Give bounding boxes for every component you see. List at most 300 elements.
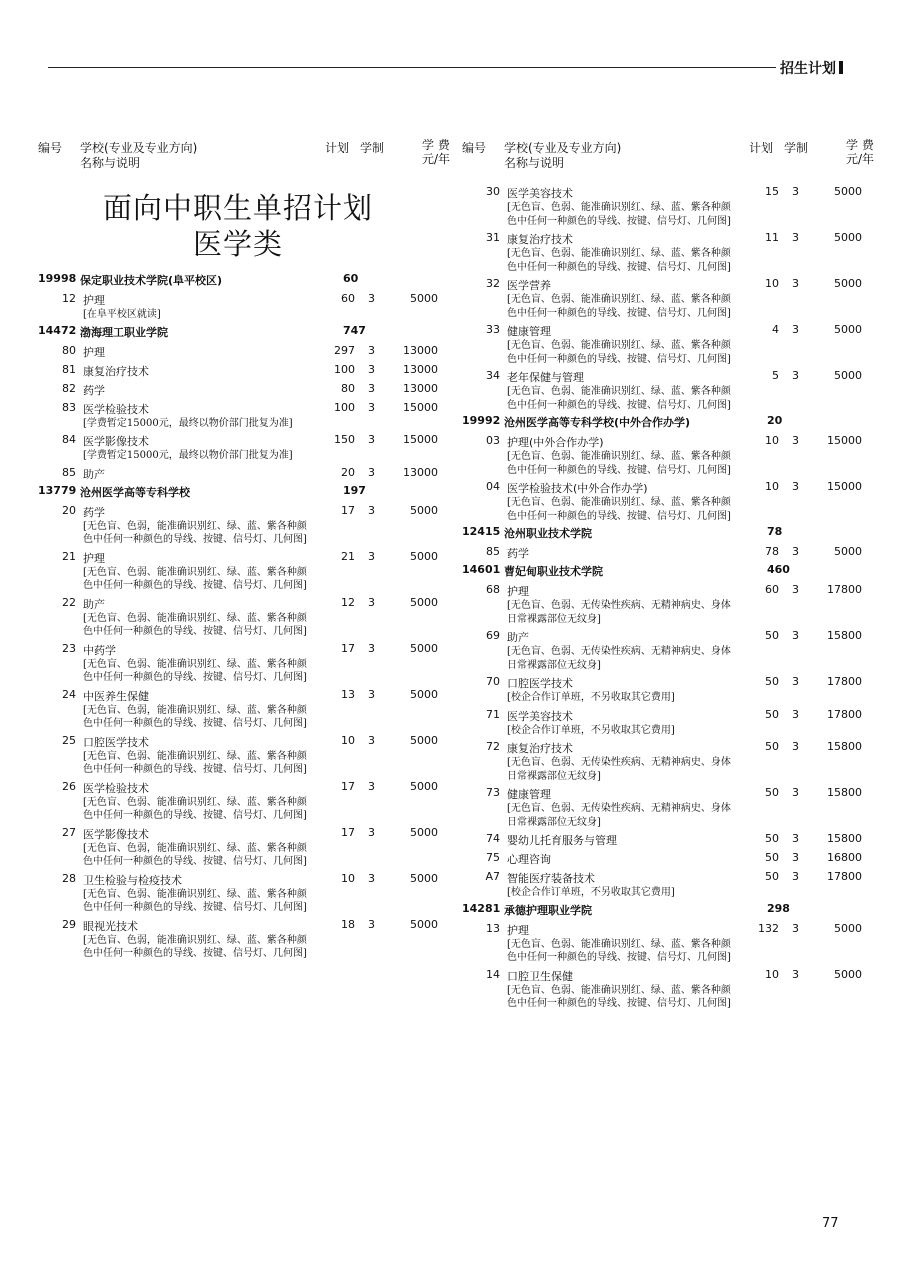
major-note: [无色盲、色弱、无传染性疾病、无精神病史、身体日常裸露部位无纹身] [507,803,731,828]
major-row [462,431,862,477]
major-name: 护理 [83,345,105,359]
major-years: 3 [368,871,375,885]
major-fee: 17800 [827,707,862,721]
major-code: 33 [486,323,500,336]
school-name: 沧州医学高等专科学校 [80,485,190,499]
major-name: 中医养生保健 [83,689,149,703]
col-label-plan: 计划 [325,141,350,155]
major-code: 23 [62,641,76,655]
major-name: 眼视光技术 [83,919,138,933]
school-name: 曹妃甸职业技术学院 [504,565,603,578]
major-fee: 5000 [834,323,862,336]
major-row [462,366,862,412]
major-name: 护理 [507,923,529,937]
major-fee: 15800 [827,832,862,845]
major-plan: 60 [341,292,355,305]
school-row [38,322,438,341]
major-plan: 10 [765,434,779,447]
major-name: 药学 [83,505,105,519]
major-row [38,869,438,915]
major-years: 3 [792,832,799,845]
major-row [38,639,438,685]
major-years: 3 [792,323,799,336]
major-years: 3 [792,185,799,198]
major-name: 护理 [83,294,105,307]
major-plan: 50 [765,851,779,864]
major-fee: 5000 [834,921,862,935]
major-fee: 5000 [410,595,438,609]
running-header [780,58,843,78]
major-note: [无色盲、色弱、能准确识别红、绿、蓝、紫各种颜色中任何一种颜色的导线、按键、信号灯、几何图] [83,658,307,683]
school-code: 13779 [38,483,77,497]
major-years: 3 [792,480,799,493]
major-years: 3 [368,400,375,414]
major-code: 75 [486,851,500,864]
major-years: 3 [368,595,375,609]
major-fee: 5000 [834,185,862,198]
header-title-text: 招生计划 [780,61,836,77]
major-code: 04 [486,480,500,493]
major-years: 3 [368,917,375,931]
major-name: 健康管理 [507,788,551,801]
major-note: [校企合作订单班，不另收取其它费用] [507,887,675,898]
major-code: 31 [486,231,500,244]
major-fee: 15800 [827,740,862,753]
major-plan: 50 [765,707,779,721]
school-code: 14472 [38,323,77,337]
major-code: 73 [486,786,500,799]
major-fee: 5000 [410,825,438,839]
major-row [38,777,438,823]
major-years: 3 [792,851,799,864]
major-name: 中药学 [83,643,116,657]
major-note: [无色盲、色弱、能准确识别红、绿、蓝、紫各种颜色中任何一种颜色的导线、按键、信号灯、几何图] [507,202,731,227]
major-note: [学费暂定15000元，最终以物价部门批复为准] [83,417,293,429]
major-name: 卫生检验与检疫技术 [83,873,182,887]
major-code: 14 [486,967,500,981]
major-plan: 50 [765,870,779,883]
major-row [462,626,862,672]
major-years: 3 [792,545,799,558]
major-code: 28 [62,871,76,885]
major-name: 助产 [83,467,105,481]
major-fee: 13000 [403,465,438,479]
col-label-num: 编号 [38,141,63,155]
major-name: 婴幼儿托育服务与管理 [507,834,617,847]
major-plan: 150 [334,433,355,446]
major-row [462,542,862,561]
major-row [462,320,862,366]
major-fee: 5000 [410,687,438,701]
major-plan: 132 [758,921,779,935]
col-label-sub: 名称与说明 [80,156,141,170]
major-code: 03 [486,434,500,447]
major-row [462,580,862,626]
major-years: 3 [792,967,799,981]
col-label-fee-1: 学 费 [422,138,450,152]
major-row [462,274,862,320]
major-name: 护理 [507,585,529,598]
major-plan: 15 [765,185,779,198]
col-label-fee [402,138,451,166]
school-name: 渤海理工职业学院 [80,325,168,339]
major-note: [无色盲、色弱，能准确识别红、绿、蓝、紫各种颜色中任何一种颜色的导线、按键、信号灯、几何图] [83,704,307,729]
major-years: 3 [792,707,799,721]
major-plan: 4 [772,323,779,336]
major-fee: 15000 [827,480,862,493]
major-note: [无色盲、色弱，能准确识别红、绿、蓝、紫各种颜色中任何一种颜色的导线、按键、信号灯、几何图] [83,842,307,867]
major-note: [在阜平校区就读] [83,309,161,320]
major-plan: 80 [341,381,355,395]
major-row [462,783,862,829]
major-row [462,477,862,523]
major-plan: 17 [341,503,355,517]
major-code: 68 [486,583,500,596]
school-plan: 197 [343,483,366,497]
major-plan: 10 [765,480,779,493]
major-fee: 5000 [410,641,438,655]
major-name: 医学检验技术 [83,781,149,795]
col-label-years: 学制 [784,141,809,155]
major-name: 康复治疗技术 [507,742,573,755]
major-code: 24 [62,687,76,701]
major-row [38,731,438,777]
major-plan: 50 [765,675,779,688]
major-fee: 5000 [834,967,862,981]
major-years: 3 [368,343,375,357]
header-bar-mark [839,61,843,74]
major-name: 口腔医学技术 [507,677,573,690]
major-name: 药学 [83,383,105,397]
school-row [462,523,862,542]
major-row [462,672,862,705]
major-row [38,341,438,360]
major-code: 83 [62,400,76,414]
major-note: [无色盲、色弱、能准确识别红、绿、蓝、紫各种颜色中任何一种颜色的导线、按键、信号灯、几何图] [507,248,731,273]
major-row [38,379,438,398]
major-years: 3 [368,381,375,395]
right-entry-list [462,182,862,1011]
major-years: 3 [792,629,799,642]
major-code: 85 [486,545,500,558]
major-name: 口腔医学技术 [83,735,149,749]
school-name: 沧州职业技术学院 [504,527,592,540]
major-row [38,430,438,463]
school-row [462,561,862,580]
major-years: 3 [792,369,799,382]
school-plan: 460 [767,563,790,576]
major-years: 3 [368,433,375,446]
major-code: 29 [62,917,76,931]
major-name: 护理 [83,551,105,565]
major-code: 84 [62,433,76,446]
school-row [38,270,438,289]
major-fee: 5000 [834,545,862,558]
major-fee: 5000 [410,549,438,563]
column-header [462,138,875,182]
col-label-sub: 名称与说明 [504,156,565,170]
major-code: 32 [486,277,500,290]
major-row [38,501,438,547]
major-plan: 13 [341,687,355,701]
major-name: 护理(中外合作办学) [507,436,604,449]
major-code: 34 [486,369,500,382]
major-code: 25 [62,733,76,747]
major-years: 3 [368,549,375,563]
major-plan: 5 [772,369,779,382]
major-fee: 17800 [827,675,862,688]
major-years: 3 [368,465,375,479]
major-note: [无色盲、色弱、无传染性疾病、无精神病史、身体日常裸露部位无纹身] [507,646,731,671]
major-name: 医学检验技术 [83,402,149,416]
major-code: 30 [486,185,500,198]
major-code: 22 [62,595,76,609]
major-fee: 5000 [410,292,438,305]
major-note: [无色盲、色弱、无传染性疾病、无精神病史、身体日常裸露部位无纹身] [507,757,731,782]
major-row [38,547,438,593]
major-row [38,915,438,961]
major-row [462,919,862,965]
school-plan: 298 [767,901,790,915]
major-note: [无色盲、色弱、能准确识别红、绿、蓝、紫各种颜色中任何一种颜色的导线、按键、信号灯、几何图] [83,750,307,775]
major-fee: 15000 [827,434,862,447]
col-label-num: 编号 [462,141,487,155]
major-row [462,965,862,1011]
major-plan: 78 [765,545,779,558]
major-fee: 5000 [410,503,438,517]
col-label-fee [826,138,875,166]
school-row [38,482,438,501]
left-column [38,138,451,961]
major-name: 康复治疗技术 [83,364,149,378]
major-plan: 50 [765,786,779,799]
school-code: 19992 [462,414,501,427]
major-row [462,867,862,900]
major-code: 82 [62,381,76,395]
major-years: 3 [368,503,375,517]
major-name: 健康管理 [507,325,551,338]
school-plan: 747 [343,323,366,337]
major-note: [校企合作订单班，不另收取其它费用] [507,692,675,703]
major-fee: 16800 [827,851,862,864]
major-note: [无色盲、色弱、能准确识别红、绿、蓝、紫各种颜色中任何一种颜色的导线、按键、信号灯、几何图] [83,612,307,637]
major-fee: 15800 [827,786,862,799]
major-row [38,360,438,379]
major-note: [无色盲、色弱、能准确识别红、绿、蓝、紫各种颜色中任何一种颜色的导线、按键、信号灯、几何图] [83,888,307,913]
major-note: [无色盲、色弱、能准确识别红、绿、蓝、紫各种颜色中任何一种颜色的导线、按键、信号灯、几何图] [507,497,731,522]
major-note: [无色盲、色弱，能准确识别红、绿、蓝、紫各种颜色中任何一种颜色的导线、按键、信号灯、几何图] [83,934,307,959]
major-plan: 100 [334,362,355,376]
major-plan: 10 [765,967,779,981]
major-fee: 5000 [834,277,862,290]
major-years: 3 [368,292,375,305]
major-note: [校企合作订单班，不另收取其它费用] [507,724,675,736]
school-name: 沧州医学高等专科学校(中外合作办学) [504,416,691,429]
column-header [38,138,451,182]
major-plan: 60 [765,583,779,596]
major-row [462,848,862,867]
major-code: 80 [62,343,76,357]
major-code: 71 [486,707,500,721]
school-name: 承德护理职业学院 [504,903,592,917]
major-plan: 12 [341,595,355,609]
major-row [38,823,438,869]
major-row [462,228,862,274]
major-row [462,182,862,228]
major-plan: 100 [334,400,355,414]
major-fee: 5000 [834,231,862,244]
col-label-years: 学制 [360,141,385,155]
major-fee: 5000 [410,871,438,885]
major-fee: 5000 [410,917,438,931]
school-code: 19998 [38,272,77,285]
school-plan: 20 [767,414,783,427]
major-name: 医学影像技术 [83,827,149,841]
col-label-school: 学校(专业及专业方向) [504,141,622,155]
major-row [38,685,438,731]
col-label-fee-2: 元/年 [422,152,451,166]
major-years: 3 [792,583,799,596]
school-name: 保定职业技术学院(阜平校区) [80,274,223,287]
major-fee: 5000 [410,733,438,747]
major-note: [无色盲、色弱、能准确识别红、绿、蓝、紫各种颜色中任何一种颜色的导线、按键、信号灯、几何图] [507,386,731,411]
major-plan: 10 [341,871,355,885]
major-fee: 15000 [403,400,438,414]
major-plan: 50 [765,740,779,753]
major-code: 12 [62,292,76,305]
major-years: 3 [368,825,375,839]
section-title [38,190,438,262]
major-name: 口腔卫生保健 [507,969,573,983]
major-name: 医学影像技术 [83,435,149,448]
major-plan: 17 [341,779,355,793]
major-years: 3 [368,641,375,655]
major-fee: 13000 [403,381,438,395]
major-fee: 13000 [403,362,438,376]
major-years: 3 [792,921,799,935]
major-years: 3 [792,870,799,883]
major-note: [学费暂定15000元，最终以物价部门批复为准] [83,450,293,461]
major-plan: 17 [341,641,355,655]
major-name: 康复治疗技术 [507,233,573,246]
major-code: 81 [62,362,76,376]
major-row [38,593,438,639]
major-name: 智能医疗装备技术 [507,872,595,885]
major-name: 药学 [507,547,529,560]
major-note: [无色盲、色弱、能准确识别红、绿、蓝、紫各种颜色中任何一种颜色的导线、按键、信号灯、几何图] [507,451,731,476]
major-row [38,463,438,482]
major-name: 医学美容技术 [507,187,573,200]
major-name: 医学检验技术(中外合作办学) [507,482,648,495]
major-name: 助产 [507,631,529,644]
section-title-line2: 医学类 [192,227,283,261]
major-code: 21 [62,549,76,563]
major-note: [无色盲、色弱、能准确识别红、绿、蓝、紫各种颜色中任何一种颜色的导线、按键、信号灯、几何图] [83,796,307,821]
major-note: [无色盲、色弱、能准确识别红、绿、蓝、紫各种颜色中任何一种颜色的导线、按键、信号灯、几何图] [83,566,307,591]
major-fee: 5000 [834,369,862,382]
major-code: A7 [485,870,500,883]
school-code: 14281 [462,901,501,915]
major-plan: 50 [765,629,779,642]
school-plan: 60 [343,272,359,285]
col-label-school: 学校(专业及专业方向) [80,141,198,155]
major-years: 3 [368,733,375,747]
major-plan: 17 [341,825,355,839]
major-fee: 5000 [410,779,438,793]
left-entry-list [38,270,438,961]
major-plan: 20 [341,465,355,479]
major-code: 70 [486,675,500,688]
major-years: 3 [792,675,799,688]
major-years: 3 [792,277,799,290]
major-name: 老年保健与管理 [507,371,584,384]
major-fee: 17800 [827,583,862,596]
major-code: 13 [486,921,500,935]
major-code: 85 [62,465,76,479]
col-label-fee-2: 元/年 [846,152,875,166]
major-row [462,737,862,783]
major-years: 3 [792,786,799,799]
major-years: 3 [368,687,375,701]
major-code: 74 [486,832,500,845]
major-name: 医学营养 [507,279,551,292]
major-name: 医学美容技术 [507,709,573,723]
major-years: 3 [792,740,799,753]
major-fee: 15800 [827,629,862,642]
major-row [38,398,438,431]
major-code: 20 [62,503,76,517]
major-code: 72 [486,740,500,753]
major-years: 3 [368,362,375,376]
major-row [462,705,862,738]
major-code: 69 [486,629,500,642]
major-row [38,289,438,322]
major-plan: 11 [765,231,779,244]
school-row [462,900,862,919]
major-name: 心理咨询 [507,853,551,866]
major-plan: 297 [334,343,355,357]
major-fee: 17800 [827,870,862,883]
major-note: [无色盲、色弱、能准确识别红、绿、蓝、紫各种颜色中任何一种颜色的导线、按键、信号灯、几何图] [507,984,731,1009]
col-label-plan: 计划 [749,141,774,155]
major-fee: 13000 [403,343,438,357]
major-fee: 15000 [403,433,438,446]
major-note: [无色盲、色弱、能准确识别红、绿、蓝、紫各种颜色中任何一种颜色的导线、按键、信号灯、几何图] [507,938,731,963]
major-years: 3 [368,779,375,793]
major-note: [无色盲、色弱、能准确识别红、绿、蓝、紫各种颜色中任何一种颜色的导线、按键、信号灯、几何图] [507,340,731,365]
school-code: 14601 [462,563,501,576]
major-note: [无色盲、色弱、无传染性疾病、无精神病史、身体日常裸露部位无纹身] [507,600,731,625]
major-note: [无色盲、色弱、能准确识别红、绿、蓝、紫各种颜色中任何一种颜色的导线、按键、信号灯、几何图] [507,294,731,319]
major-plan: 18 [341,917,355,931]
major-note: [无色盲、色弱，能准确识别红、绿、蓝、紫各种颜色中任何一种颜色的导线、按键、信号灯、几何图] [83,520,307,545]
right-column [462,138,875,1011]
col-label-fee-1: 学 费 [846,138,874,152]
major-row [462,829,862,848]
school-code: 12415 [462,525,501,538]
header-rule [48,67,776,68]
page-number: 77 [822,1216,839,1231]
major-plan: 10 [341,733,355,747]
school-plan: 78 [767,525,783,538]
major-plan: 50 [765,832,779,845]
major-plan: 21 [341,549,355,563]
major-years: 3 [792,434,799,447]
school-row [462,412,862,431]
section-title-line1: 面向中职生单招计划 [102,191,373,225]
major-code: 27 [62,825,76,839]
major-code: 26 [62,779,76,793]
